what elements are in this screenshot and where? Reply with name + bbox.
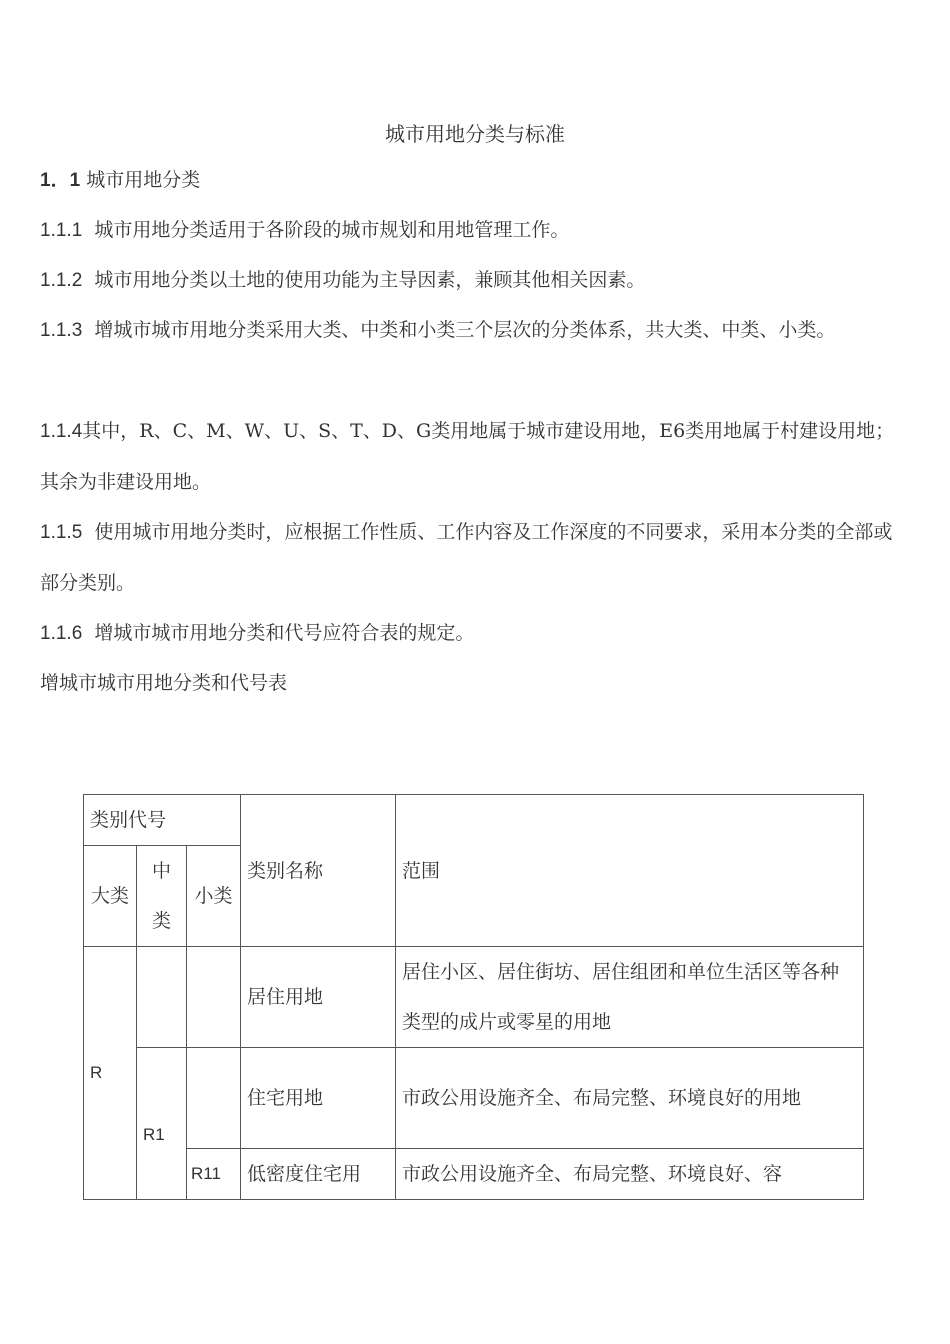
- table-caption: 增城市城市用地分类和代号表: [40, 672, 288, 694]
- table-row: [84, 1048, 864, 1149]
- section-title: 城市用地分类: [86, 169, 201, 191]
- paragraph-1-1-1: [40, 205, 910, 256]
- header-code-group: 类别代号: [84, 795, 241, 846]
- paragraph-text: 使用城市用地分类时，应根据工作性质、工作内容及工作深度的不同要求，采用本分类的全部或部分类别。: [40, 521, 893, 594]
- cell-scope: 居住小区、居住街坊、居住组团和单位生活区等各种类型的成片或零星的用地: [396, 947, 864, 1048]
- table-row: [84, 947, 864, 1048]
- paragraph-text: 其中，R、C、M、W、U、S、T、D、G类用地属于城市建设用地，E6类用地属于村建设用地；其余为非建设用地。: [40, 420, 895, 493]
- header-minor: 小类: [187, 846, 241, 947]
- section-number: 1．1: [40, 170, 81, 191]
- paragraph-number: 1.1.6: [40, 623, 83, 644]
- page-title: 城市用地分类与标准: [385, 122, 565, 146]
- paragraph-number: 1.1.4: [40, 421, 83, 442]
- paragraph-text: 增城市城市用地分类采用大类、中类和小类三个层次的分类体系，共大类、中类、小类。: [94, 319, 836, 341]
- cell-medium: R1: [137, 1048, 187, 1200]
- cell-name: 居住用地: [241, 947, 396, 1048]
- cell-minor: [187, 1048, 241, 1149]
- paragraph-text: 城市用地分类适用于各阶段的城市规划和用地管理工作。: [94, 219, 570, 241]
- cell-scope: 市政公用设施齐全、布局完整、环境良好的用地: [396, 1048, 864, 1149]
- paragraph-1-1-4: [40, 406, 910, 507]
- cell-major: R: [84, 947, 137, 1200]
- cell-minor: [187, 947, 241, 1048]
- paragraph-number: 1.1.1: [40, 220, 83, 241]
- paragraph-number: 1.1.2: [40, 270, 83, 291]
- cell-name: 住宅用地: [241, 1048, 396, 1149]
- cell-name: 低密度住宅用: [241, 1149, 396, 1200]
- paragraph-number: 1.1.3: [40, 320, 83, 341]
- section-heading: [40, 155, 910, 206]
- paragraph-text: 城市用地分类以土地的使用功能为主导因素，兼顾其他相关因素。: [94, 269, 646, 291]
- header-major: 大类: [84, 846, 137, 947]
- table-row: [84, 1149, 864, 1200]
- cell-minor: R11: [187, 1149, 241, 1200]
- paragraph-1-1-3: [40, 305, 910, 356]
- paragraph-number: 1.1.5: [40, 522, 83, 543]
- cell-medium: [137, 947, 187, 1048]
- paragraph-1-1-5: [40, 507, 910, 608]
- header-name: 类别名称: [241, 795, 396, 947]
- land-use-code-table: [83, 794, 864, 1200]
- paragraph-1-1-6: [40, 608, 910, 659]
- header-scope: 范围: [396, 795, 864, 947]
- header-medium: 中类: [137, 846, 187, 947]
- cell-scope: 市政公用设施齐全、布局完整、环境良好、容: [396, 1149, 864, 1200]
- paragraph-1-1-2: [40, 255, 910, 306]
- table-header-row: [84, 795, 864, 846]
- paragraph-text: 增城市城市用地分类和代号应符合表的规定。: [94, 622, 475, 644]
